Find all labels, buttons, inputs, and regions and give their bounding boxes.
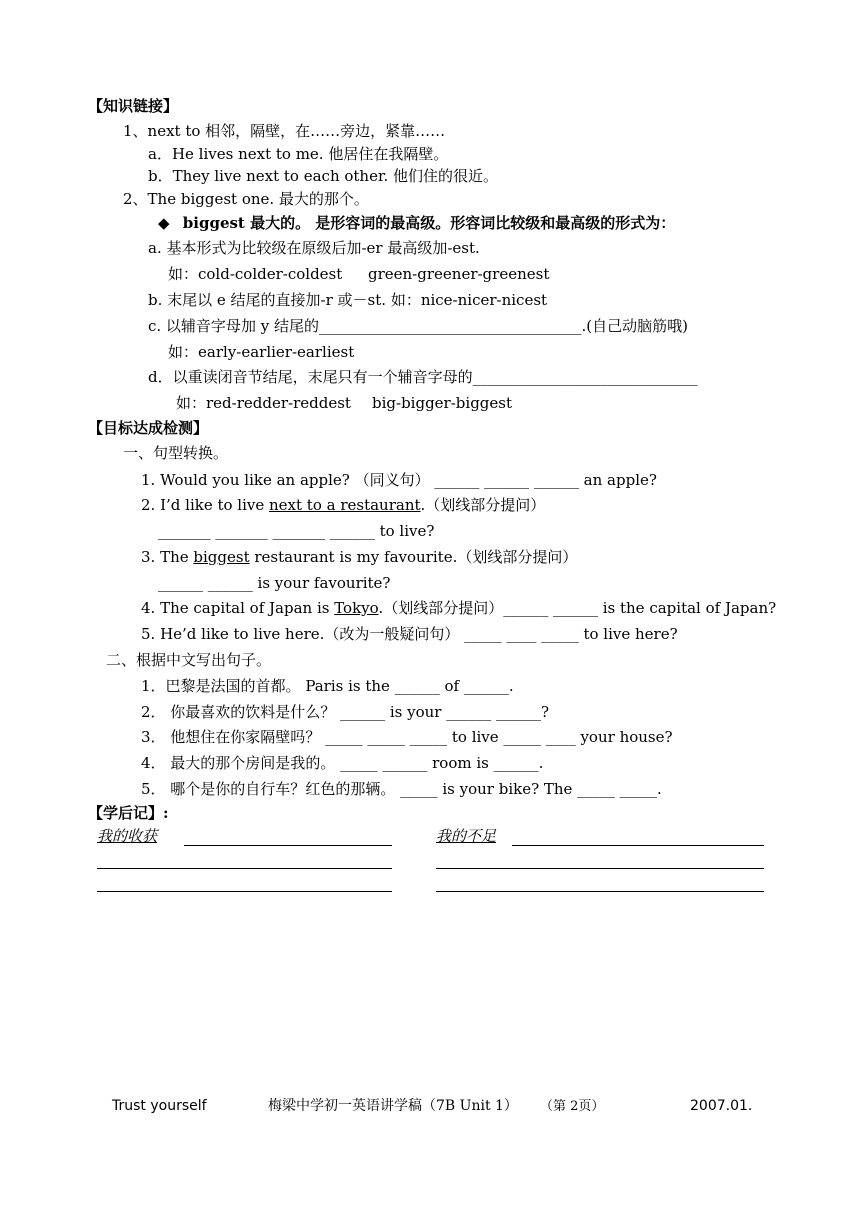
section-heading-knowledge: 【知识链接】 xyxy=(88,97,179,115)
underlined-phrase: next to a restaurant xyxy=(269,496,421,514)
short-write-line xyxy=(436,891,764,892)
diamond-bullet-icon: ◆ xyxy=(158,214,170,232)
footer-motto: Trust yourself xyxy=(112,1098,207,1114)
rule-d-example-2: big-bigger-biggest xyxy=(372,394,512,412)
question-5: 5. He’d like to live here.（改为一般疑问句） _____ ____ _____ to live here? xyxy=(141,625,678,643)
rule-b: b. 末尾以 e 结尾的直接加-r 或－st. 如：nice-nicer-nicest xyxy=(148,291,548,309)
question-2: 2. I’d like to live next to a restaurant.（划线部分提问） xyxy=(141,496,546,514)
footer-date: 2007.01. xyxy=(690,1098,753,1114)
translate-3: 3． 他想住在你家隔壁吗？ _____ _____ _____ to live _____ ____ your house? xyxy=(141,728,673,746)
translate-2: 2． 你最喜欢的饮料是什么？ ______ is your ______ ______? xyxy=(141,703,550,721)
underlined-phrase: biggest xyxy=(193,548,250,566)
short-write-line xyxy=(436,868,764,869)
underlined-phrase: Tokyo xyxy=(334,599,379,617)
question-1: 1. Would you like an apple? （同义句） ______ ______ ______ an apple? xyxy=(141,471,657,489)
gain-write-line xyxy=(97,868,392,869)
rule-c: c. 以辅音字母加 y 结尾的___________________________________.(自己动脑筋哦) xyxy=(148,317,688,335)
footer-title: 梅梁中学初一英语讲学稿（7B Unit 1） xyxy=(268,1098,518,1114)
part2-title: 二、根据中文写出句子。 xyxy=(106,651,272,669)
question-2-answer: _______ _______ _______ ______ to live? xyxy=(158,522,435,540)
question-4: 4. The capital of Japan is Tokyo.（划线部分提问）______ ______ is the capital of Japan? xyxy=(141,599,777,617)
gain-label: 我的收获 xyxy=(97,827,158,845)
knowledge-item-1b: b．They live next to each other. 他们住的很近。 xyxy=(148,167,499,185)
translate-5: 5． 哪个是你的自行车？红色的那辆。 _____ is your bike? The _____ _____. xyxy=(141,780,662,798)
gain-write-line xyxy=(97,891,392,892)
rule-a: a. 基本形式为比较级在原级后加-er 最高级加-est. xyxy=(148,239,480,257)
knowledge-item-1: 1、next to 相邻，隔壁，在……旁边，紧靠…… xyxy=(123,122,446,140)
knowledge-item-2: 2、The biggest one. 最大的那个。 xyxy=(123,190,369,208)
section-heading-goals: 【目标达成检测】 xyxy=(88,419,209,437)
short-label: 我的不足 xyxy=(436,827,497,845)
part1-title: 一、句型转换。 xyxy=(123,444,229,462)
bullet-line xyxy=(158,213,675,233)
rule-a-example-1: 如：cold-colder-coldest xyxy=(168,265,343,283)
short-write-line xyxy=(512,845,764,846)
section-heading-reflection: 【学后记】: xyxy=(88,804,169,822)
knowledge-item-1a: a．He lives next to me. 他居住在我隔壁。 xyxy=(148,145,449,163)
translate-4: 4． 最大的那个房间是我的。 _____ ______ room is ______. xyxy=(141,754,544,772)
gain-write-line xyxy=(184,845,392,846)
question-3: 3. The biggest restaurant is my favourite.（划线部分提问） xyxy=(141,548,578,566)
rule-d-example-1: 如：red-redder-reddest xyxy=(176,394,351,412)
translate-1: 1．巴黎是法国的首都。 Paris is the ______ of ______. xyxy=(141,677,514,695)
rule-a-example-2: green-greener-greenest xyxy=(368,265,550,283)
question-3-answer: ______ ______ is your favourite? xyxy=(158,574,391,592)
bullet-text: biggest 最大的。 是形容词的最高级。形容词比较级和最高级的形式为： xyxy=(182,214,676,232)
footer-page-number: （第 2页） xyxy=(540,1099,605,1114)
rule-d: d．以重读闭音节结尾，末尾只有一个辅音字母的______________________________ xyxy=(148,368,698,386)
rule-c-example: 如：early-earlier-earliest xyxy=(168,343,355,361)
